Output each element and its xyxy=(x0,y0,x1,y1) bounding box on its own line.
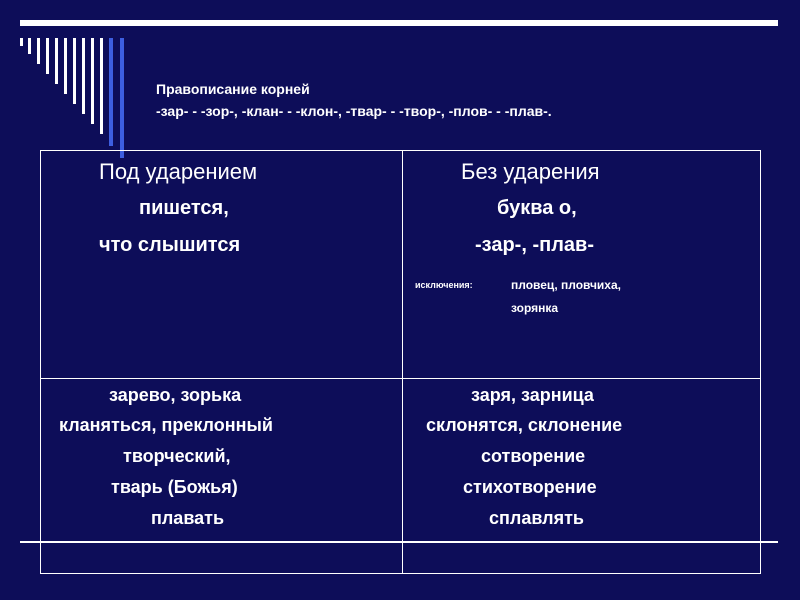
right-example-4: стихотворение xyxy=(463,477,597,497)
left-rule-line-1: пишется, xyxy=(139,197,229,219)
left-example-4: тварь (Божья) xyxy=(111,477,238,497)
right-heading: Без ударения xyxy=(461,159,600,184)
table-column-divider xyxy=(402,151,403,573)
left-example-3: творческий, xyxy=(123,446,231,466)
right-example-5: сплавлять xyxy=(489,508,584,528)
table-row-divider xyxy=(41,378,760,379)
exceptions-line-1: пловец, пловчиха, xyxy=(511,278,621,292)
right-rule-line-2: -зар-, -плав- xyxy=(475,234,594,256)
left-heading: Под ударением xyxy=(99,159,258,184)
left-example-1: зарево, зорька xyxy=(109,385,242,405)
title-line-1: Правописание корней xyxy=(156,81,310,97)
slide-title xyxy=(156,80,552,120)
rules-table xyxy=(40,150,761,574)
left-example-2: кланяться, преклонный xyxy=(59,415,273,435)
exceptions-line-2: зорянка xyxy=(511,301,559,315)
right-example-3: сотворение xyxy=(481,446,586,466)
bottom-divider xyxy=(20,541,778,543)
exceptions-label: исключения: xyxy=(415,280,473,290)
right-example-1: заря, зарница xyxy=(471,385,594,405)
left-example-5: плавать xyxy=(151,508,225,528)
left-rule-line-2: что слышится xyxy=(99,234,241,256)
right-example-2: склонятся, склонение xyxy=(426,415,623,435)
decorative-bars xyxy=(0,0,140,170)
right-rule-line-1: буква о, xyxy=(497,197,577,219)
title-line-2: -зар- - -зор-, -клан- - -клон-, -твар- - -твор-, -плов- - -плав-. xyxy=(156,103,552,119)
